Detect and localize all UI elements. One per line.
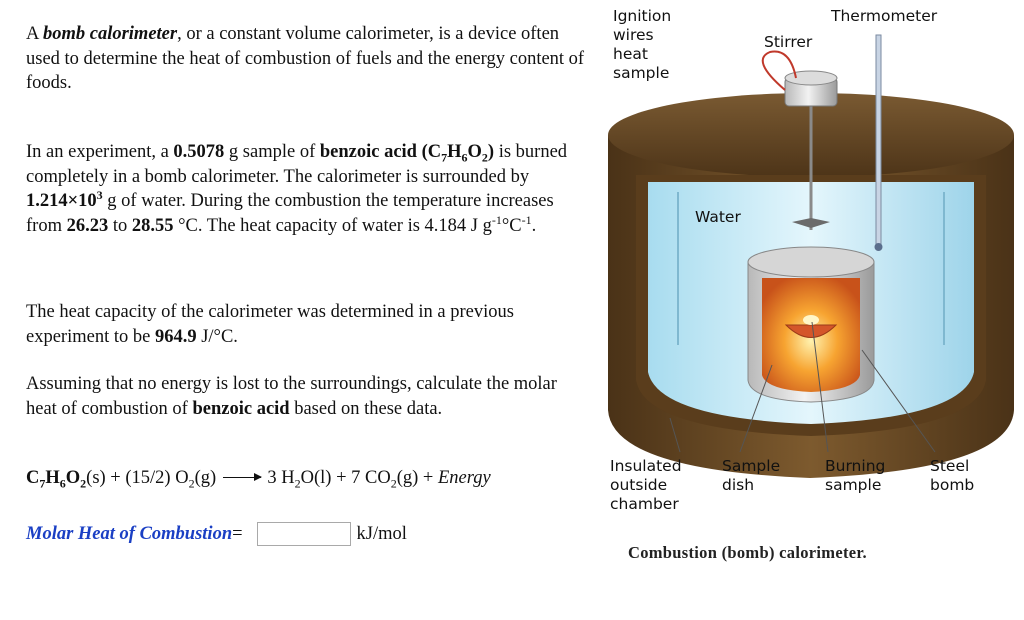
label-ignition: [613, 7, 671, 83]
temp-final: 28.55: [131, 215, 174, 236]
water-mass-exp: 3: [96, 187, 103, 202]
eq-sub: 7: [39, 476, 46, 491]
stirrer-motor-top: [785, 71, 837, 85]
formula-sub: 7: [441, 150, 448, 165]
water-mass: [26, 187, 103, 211]
exp-text: g of water. During the combustion the temperature increases from: [26, 191, 554, 236]
thermometer-bulb: [875, 243, 883, 251]
formula-part: (C: [416, 142, 442, 162]
answer-row: [26, 522, 407, 546]
intro-rest: , or a constant volume calorimeter, is a device often used to determine the heat of combustion of fuels and the energy content of foods.: [26, 24, 585, 93]
label-line: sample: [825, 476, 882, 494]
reaction-arrow-icon: [223, 477, 261, 478]
intro-term: bomb calorimeter: [42, 24, 178, 44]
label-line: Burning: [825, 457, 886, 475]
water-mass-value: 1.214×10: [26, 191, 97, 211]
label-sample-dish: [722, 457, 780, 495]
temp-initial: 26.23: [66, 215, 109, 236]
eq-part: (g): [194, 468, 217, 488]
formula-part: O: [467, 142, 482, 162]
bomb-lid: [748, 247, 874, 277]
eq-sub: 2: [80, 476, 87, 491]
label-thermometer: Thermometer: [831, 7, 938, 25]
calorimeter-illustration: [600, 0, 1024, 615]
label-line: dish: [722, 476, 755, 494]
label-line: wires: [613, 26, 654, 44]
sample-mass: 0.5078: [173, 142, 225, 162]
question-text: based on these data.: [289, 398, 443, 419]
label-line: heat: [613, 45, 648, 63]
eq-sub: 6: [59, 476, 66, 491]
molar-heat-input[interactable]: [257, 522, 351, 546]
eq-sub: 2: [390, 476, 397, 491]
calorimeter-figure: [600, 0, 1024, 615]
burning-sample: [803, 315, 819, 325]
eq-part: (g) +: [396, 468, 438, 488]
eq-sub: 2: [294, 476, 301, 491]
question-text: Assuming that no energy is lost to the surroundings, calculate the molar heat of combustion of: [26, 374, 557, 419]
label-stirrer: Stirrer: [764, 33, 813, 51]
eq-part: 3 H: [267, 468, 295, 488]
eq-part: O: [65, 468, 81, 488]
intro-lead: A: [26, 24, 43, 44]
equation-reactants: [26, 468, 87, 491]
exp-text: is burned completely in a bomb calorimeter. The calorimeter is surrounded by: [26, 142, 568, 187]
exp-text: g sample of: [224, 142, 320, 162]
formula-sub: 2: [481, 150, 488, 165]
label-insulated: [610, 457, 682, 514]
combustion-equation: [26, 468, 491, 489]
exp-text: In an experiment, a: [26, 142, 174, 162]
eq-part: H: [45, 468, 60, 488]
formula-part: H: [447, 142, 462, 162]
exp-text: °C. The heat capacity of water is 4.184 J g: [173, 215, 492, 236]
question-paragraph: [26, 372, 566, 421]
thermometer: [876, 35, 881, 245]
label-line: chamber: [610, 495, 679, 513]
formula-part: ): [487, 142, 495, 162]
intro-paragraph: [26, 22, 586, 96]
eq-part: C: [26, 468, 40, 488]
eq-sub: 2: [188, 476, 195, 491]
figure-caption: Combustion (bomb) calorimeter.: [628, 543, 867, 562]
unit-exp: -1: [521, 212, 532, 227]
label-burning-sample: [825, 457, 885, 495]
answer-label: Molar Heat of Combustion: [26, 523, 233, 544]
label-line: Sample: [722, 457, 781, 475]
label-line: sample: [613, 64, 670, 82]
compound-formula: [319, 142, 495, 165]
formula-sub: 6: [461, 150, 468, 165]
label-line: Ignition: [613, 7, 672, 25]
eq-energy: Energy: [438, 468, 491, 488]
answer-unit: kJ/mol: [356, 523, 407, 544]
eq-part: O(l) + 7 CO: [300, 468, 391, 488]
label-steel-bomb: [930, 457, 974, 495]
exp-text: to: [108, 215, 132, 236]
calorimeter-paragraph: [26, 300, 586, 349]
label-water: Water: [695, 208, 741, 226]
label-line: outside: [610, 476, 668, 494]
exp-text: .: [531, 215, 537, 236]
eq-part: (s) + (15/2) O: [86, 468, 189, 488]
label-line: Insulated: [610, 457, 682, 475]
unit-exp: -1: [491, 212, 502, 227]
experiment-paragraph: [26, 140, 586, 238]
label-line: Steel: [930, 457, 970, 475]
question-compound: benzoic acid: [192, 398, 290, 419]
label-line: bomb: [930, 476, 975, 494]
answer-equals: =: [232, 523, 243, 544]
cal-text: J/°C.: [196, 326, 238, 347]
compound-name: benzoic acid: [319, 142, 417, 162]
exp-text: °C: [501, 215, 522, 236]
cal-text: The heat capacity of the calorimeter was determined in a previous experiment to be: [26, 302, 514, 347]
cal-heat-capacity: 964.9: [154, 326, 197, 347]
